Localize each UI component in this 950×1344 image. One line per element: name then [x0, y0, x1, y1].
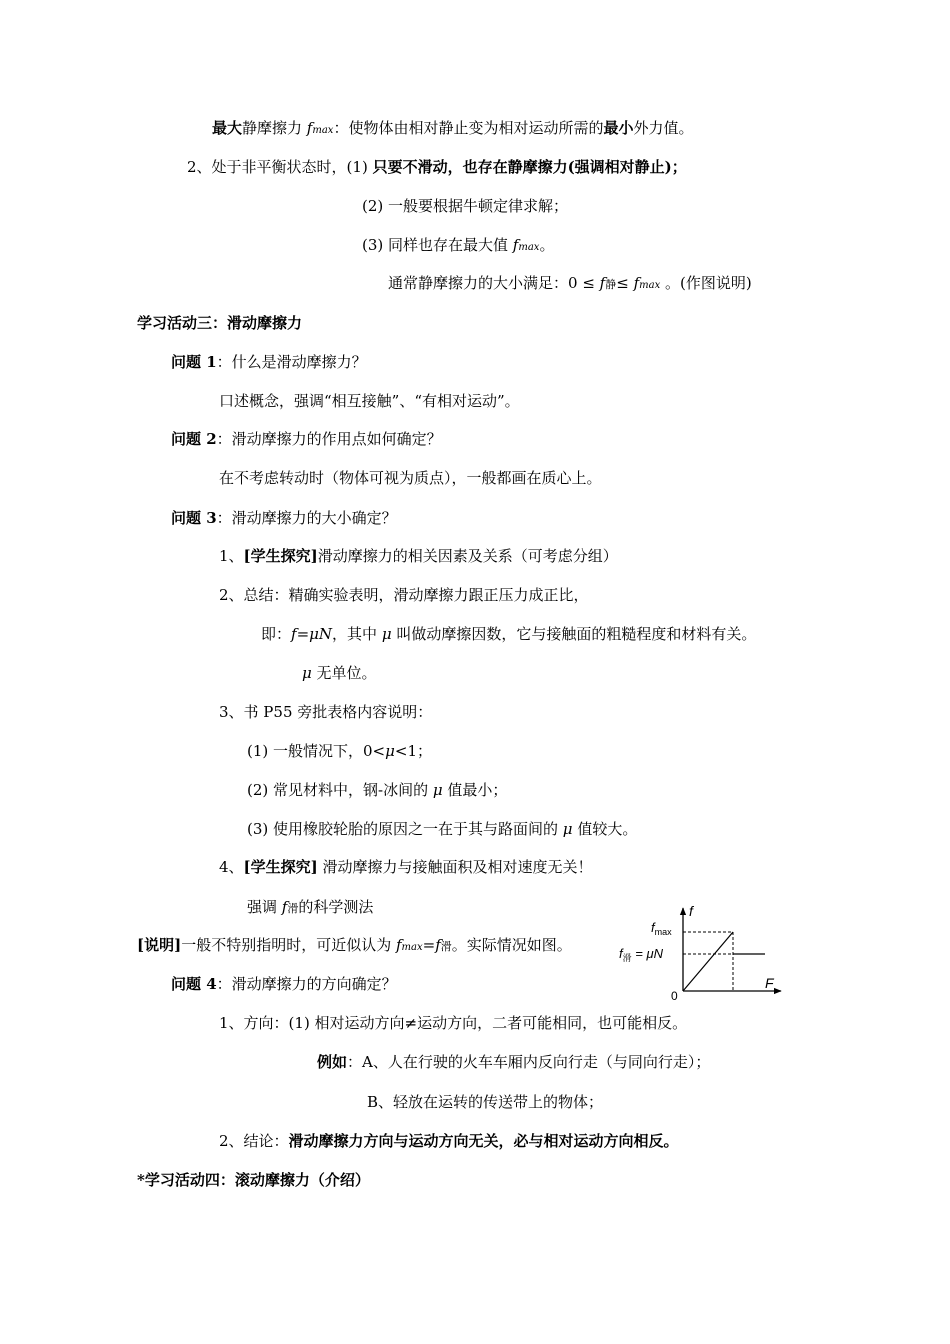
q3-item-3-sub-2: (2) 常见材料中，钢-冰间的 μ 值最小；: [247, 781, 508, 799]
mu-unitless: μ 无单位。: [302, 664, 377, 682]
q3-item-3-sub-3: (3) 使用橡胶轮胎的原因之一在于其与路面间的 μ 值较大。: [247, 820, 638, 838]
q4-item-1: 1、方向：(1) 相对运动方向≠运动方向，二者可能相同，也可能相反。: [219, 1014, 688, 1032]
non-equilibrium-point-1: 2、处于非平衡状态时，(1) 只要不滑动，也存在静摩擦力(强调相对静止)；: [187, 158, 687, 176]
q3-item-4: 4、[学生探究] 滑动摩擦力与接触面积及相对速度无关！: [219, 858, 593, 876]
question-4: 问题 4：滑动摩擦力的方向确定？: [171, 975, 397, 993]
q3-item-3: 3、书 P55 旁批表格内容说明：: [219, 703, 433, 721]
question-3: 问题 3：滑动摩擦力的大小确定？: [171, 509, 397, 527]
answer-1: 口述概念，强调“相互接触”、“有相对运动”。: [219, 392, 520, 410]
question-1: 问题 1：什么是滑动摩擦力？: [171, 353, 367, 371]
q4-example-a: 例如：A、人在行驶的火车车厢内反向行走（与同向行走）；: [317, 1053, 711, 1071]
friction-formula: 即：f=μN，其中 μ 叫做动摩擦因数，它与接触面的粗糙程度和材料有关。: [261, 625, 757, 643]
fmax-label: $f_{max}$: [651, 920, 672, 937]
non-equilibrium-point-2: (2) 一般要根据牛顿定律求解；: [362, 197, 569, 215]
section-heading-activity-3: 学习活动三：滑动摩擦力: [137, 314, 303, 332]
note-line: [说明]一般不特别指明时，可近似认为 fmax=f滑。实际情况如图。: [137, 936, 572, 954]
q4-example-b: B、轻放在运转的传送带上的物体；: [367, 1093, 604, 1111]
q4-conclusion: 2、结论：滑动摩擦力方向与运动方向无关，必与相对运动方向相反。: [219, 1132, 679, 1150]
q3-item-1: 1、[学生探究]滑动摩擦力的相关因素及关系（可考虑分组）: [219, 547, 618, 565]
q3-item-2: 2、总结：精确实验表明，滑动摩擦力跟正压力成正比，: [219, 586, 589, 604]
non-equilibrium-point-3: (3) 同样也存在最大值 fmax。: [362, 236, 555, 254]
question-2: 问题 2：滑动摩擦力的作用点如何确定？: [171, 430, 442, 448]
y-axis-label: f: [689, 903, 693, 919]
measurement-emphasis: 强调 f滑的科学测法: [247, 898, 374, 916]
origin-label: 0: [671, 989, 678, 1002]
friction-force-graph: [615, 902, 795, 1002]
answer-2: 在不考虑转动时（物体可视为质点），一般都画在质心上。: [219, 469, 602, 487]
q3-item-3-sub-1: (1) 一般情况下，0<μ<1；: [247, 742, 433, 760]
static-friction-line: [683, 932, 733, 991]
section-heading-activity-4: *学习活动四：滚动摩擦力（介绍）: [137, 1171, 370, 1189]
max-static-friction-definition: 最大静摩擦力 fmax：使物体由相对静止变为相对运动所需的最小外力值。: [212, 119, 694, 137]
static-friction-range: 通常静摩擦力的大小满足：0 ≤ f静≤ fmax 。(作图说明): [388, 274, 752, 292]
x-axis-label: F: [765, 975, 774, 991]
fslide-label: $f_滑 = \mu N$: [619, 946, 663, 963]
